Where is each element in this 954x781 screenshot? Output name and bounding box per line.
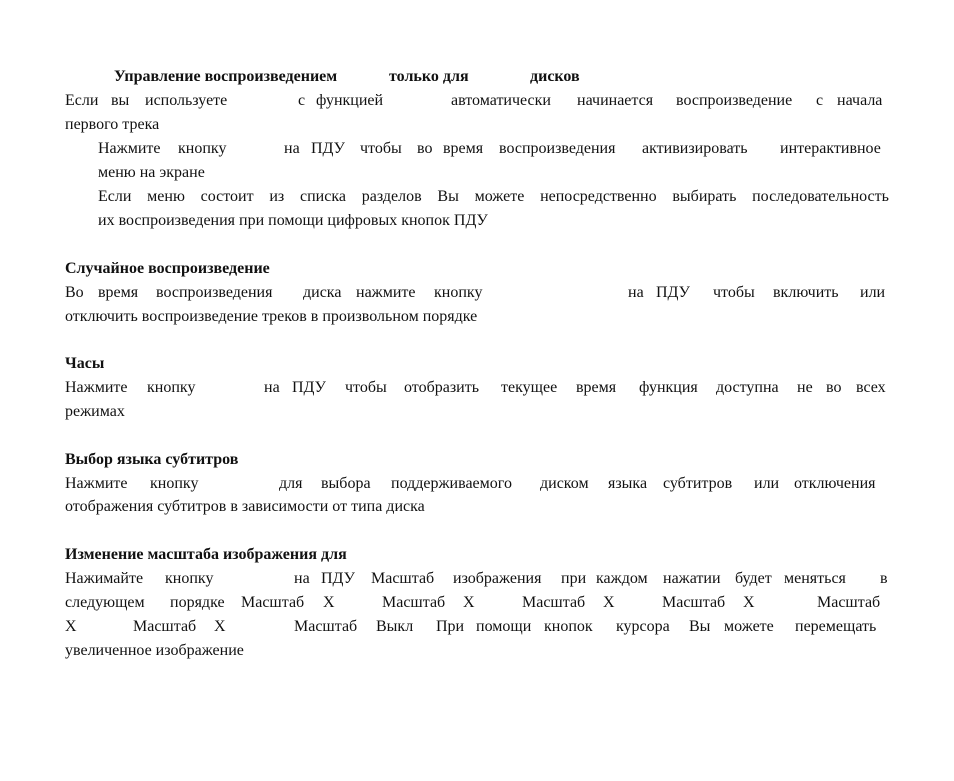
word: Масштаб	[522, 594, 586, 611]
word: списка	[300, 188, 346, 205]
word: на	[294, 570, 310, 587]
word: во	[826, 379, 842, 396]
word: диском	[540, 475, 589, 492]
word: на	[264, 379, 280, 396]
section-title-random-play: Случайное воспроизведение	[65, 260, 270, 277]
word: Масштаб	[371, 570, 435, 587]
word: включить	[773, 284, 839, 301]
word: чтобы	[345, 379, 387, 396]
word: текущее	[501, 379, 558, 396]
word: Х	[743, 594, 755, 611]
word: всех	[856, 379, 886, 396]
paragraph-line	[65, 592, 889, 614]
word: можете	[474, 188, 525, 205]
word: чтобы	[360, 140, 402, 157]
paragraph-line	[65, 377, 889, 399]
word: меню	[147, 188, 185, 205]
word: на	[628, 284, 644, 301]
title-part: дисков	[530, 68, 580, 85]
word: используете	[145, 92, 228, 109]
word: воспроизведения	[499, 140, 616, 157]
section-title-zoom: Изменение масштаба изображения для	[65, 546, 347, 563]
title-part: только для	[389, 68, 469, 85]
word: в	[880, 570, 888, 587]
word: Нажмите	[98, 140, 161, 157]
word: Если	[98, 188, 132, 205]
word: Вы	[689, 618, 711, 635]
word: курсора	[616, 618, 670, 635]
word: или	[860, 284, 886, 301]
word: непосредственно	[540, 188, 657, 205]
word: автоматически	[451, 92, 551, 109]
paragraph-line	[98, 138, 889, 160]
word: при	[561, 570, 587, 587]
paragraph-line	[65, 568, 889, 590]
word: Нажмите	[65, 379, 128, 396]
word: начала	[837, 92, 883, 109]
word: Масштаб	[817, 594, 881, 611]
word: время	[98, 284, 139, 301]
word: из	[269, 188, 285, 205]
word: Х	[214, 618, 226, 635]
word: порядке	[170, 594, 225, 611]
section-title-clock: Часы	[65, 355, 105, 372]
paragraph-line	[65, 616, 889, 638]
word: кнопку	[150, 475, 199, 492]
word: кнопку	[147, 379, 196, 396]
word: нажатии	[663, 570, 721, 587]
word: доступна	[716, 379, 779, 396]
word: Масштаб	[662, 594, 726, 611]
word: функцией	[316, 92, 384, 109]
word: помощи	[476, 618, 532, 635]
word: Во	[65, 284, 84, 301]
paragraph-line	[65, 473, 889, 495]
word: Если	[65, 92, 99, 109]
word: чтобы	[713, 284, 755, 301]
word: с	[816, 92, 824, 109]
word: не	[797, 379, 813, 396]
word: Х	[65, 618, 77, 635]
word: отобразить	[404, 379, 479, 396]
word: меняться	[784, 570, 846, 587]
word: Х	[603, 594, 615, 611]
word: время	[576, 379, 617, 396]
paragraph-line: их воспроизведения при помощи цифровых кнопок ПДУ	[98, 212, 488, 229]
word: для	[279, 475, 303, 492]
word: на	[284, 140, 300, 157]
word: воспроизведения	[156, 284, 273, 301]
word: можете	[724, 618, 774, 635]
word: последовательность	[752, 188, 889, 205]
paragraph-line: меню на экране	[98, 164, 205, 181]
word: интерактивное	[780, 140, 881, 157]
word: Х	[323, 594, 335, 611]
word: Масштаб	[382, 594, 446, 611]
word: нажмите	[356, 284, 416, 301]
paragraph-line: первого трека	[65, 116, 160, 133]
word: состоит	[200, 188, 254, 205]
word: начинается	[577, 92, 654, 109]
word: поддерживаемого	[391, 475, 512, 492]
word: ПДУ	[656, 284, 690, 301]
word: ПДУ	[321, 570, 355, 587]
word: Вы	[437, 188, 459, 205]
word: кнопок	[544, 618, 593, 635]
word: Масштаб	[241, 594, 305, 611]
word: ПДУ	[311, 140, 345, 157]
word: каждом	[596, 570, 648, 587]
word: или	[754, 475, 780, 492]
word: будет	[735, 570, 772, 587]
word: отключения	[794, 475, 876, 492]
word: Масштаб	[294, 618, 358, 635]
word: Нажмите	[65, 475, 128, 492]
word: выбирать	[672, 188, 737, 205]
word: кнопку	[165, 570, 214, 587]
word: функция	[639, 379, 698, 396]
word: разделов	[361, 188, 422, 205]
word: Х	[463, 594, 475, 611]
title-part: Управление воспроизведением	[114, 68, 338, 85]
word: Нажимайте	[65, 570, 144, 587]
word: языка	[608, 475, 648, 492]
word: выбора	[321, 475, 371, 492]
word: диска	[303, 284, 342, 301]
paragraph-line: увеличенное изображение	[65, 642, 244, 659]
word: ПДУ	[292, 379, 326, 396]
word: Масштаб	[133, 618, 197, 635]
word: во	[417, 140, 433, 157]
word: активизировать	[642, 140, 748, 157]
paragraph-line: отключить воспроизведение треков в произвольном порядке	[65, 308, 478, 325]
word: кнопку	[178, 140, 227, 157]
word: воспроизведение	[676, 92, 793, 109]
word: вы	[111, 92, 130, 109]
paragraph-line	[65, 282, 889, 304]
section-title-subtitles: Выбор языка субтитров	[65, 451, 239, 468]
paragraph-line	[98, 186, 889, 208]
paragraph-line	[65, 90, 889, 112]
word: При	[436, 618, 465, 635]
word: Выкл	[376, 618, 414, 635]
word: изображения	[453, 570, 542, 587]
word: перемещать	[795, 618, 877, 635]
paragraph-line: режимах	[65, 403, 125, 420]
word: кнопку	[434, 284, 483, 301]
paragraph-line: отображения субтитров в зависимости от типа диска	[65, 498, 425, 515]
word: субтитров	[663, 475, 733, 492]
section-title-playback-control	[114, 66, 594, 88]
word: следующем	[65, 594, 145, 611]
word: время	[443, 140, 484, 157]
word: с	[298, 92, 306, 109]
